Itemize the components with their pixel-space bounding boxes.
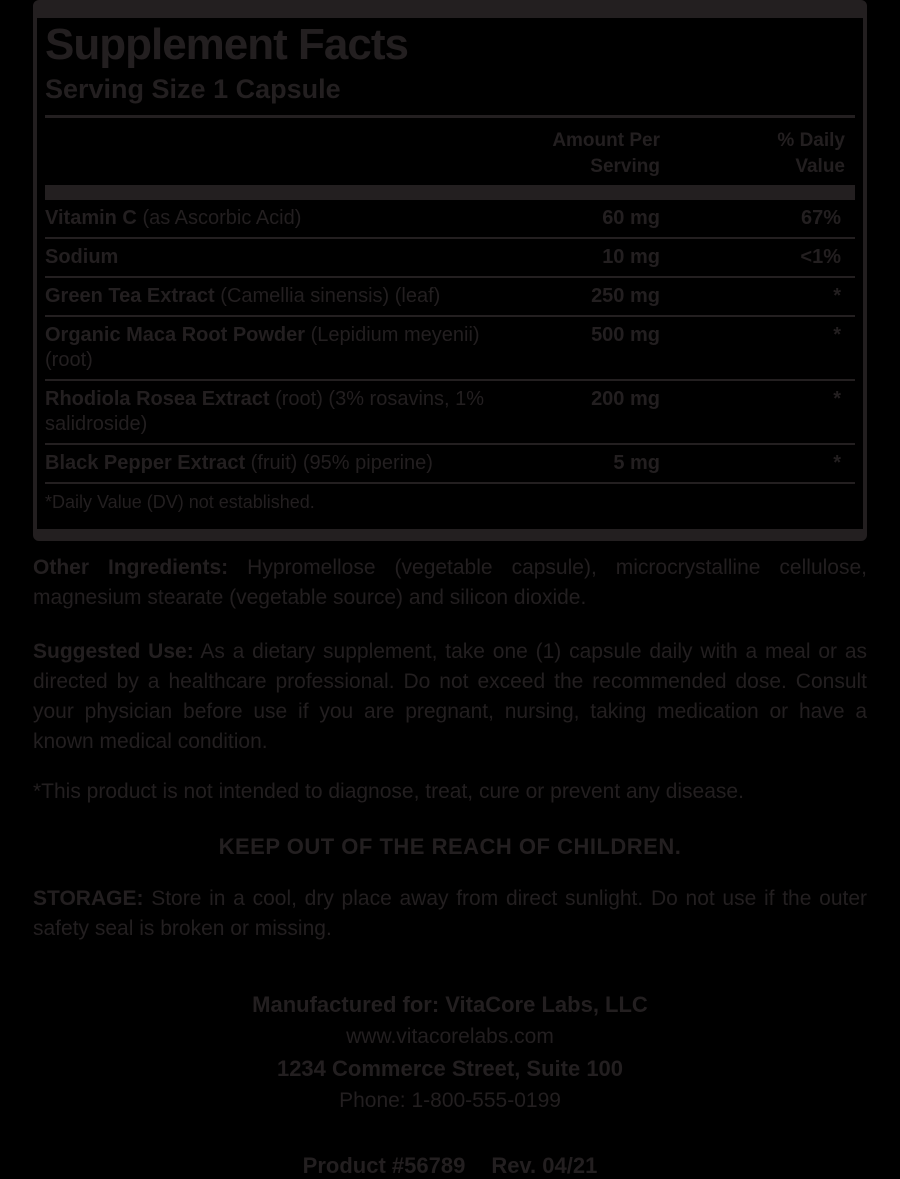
fda-disclaimer: *This product is not intended to diagnose, treat, cure or prevent any disease.	[33, 780, 744, 804]
label-lower-sections	[33, 553, 867, 1179]
ingredient-amount: 200 mg	[591, 388, 660, 411]
revision-code: Rev. 04/21	[491, 1152, 598, 1178]
ingredient-label: Black Pepper Extract (fruit) (95% piperine)	[45, 452, 433, 475]
ingredient-dv: <1%	[800, 246, 841, 269]
table-row	[45, 200, 855, 237]
distributor-address: 1234 Commerce Street, Suite 100	[276, 1056, 624, 1082]
distributor-website: www.vitacorelabs.com	[346, 1024, 554, 1048]
ingredient-dv: *	[833, 324, 841, 347]
ingredient-dv: 67%	[800, 207, 841, 230]
distributor-name: Manufactured for: VitaCore Labs, LLC	[252, 991, 648, 1017]
ingredient-label: Organic Maca Root Powder (Lepidium meyenii) (root)	[45, 324, 480, 372]
serving-size-line: Serving Size 1 Capsule	[45, 74, 341, 105]
dv-footnote: *Daily Value (DV) not established.	[45, 492, 315, 513]
ingredient-label: Green Tea Extract (Camellia sinensis) (leaf)	[45, 285, 441, 308]
other-ingredients-lead: Other Ingredients:	[33, 556, 229, 580]
suggested-use-text: As a dietary supplement, take one (1) capsule daily with a meal or as directed by a healthcare professional. Do not exceed the recommended dose. Consult your physician before use if you are pregnant, nursing, taking medication or have a known medical condition.	[33, 640, 867, 753]
storage-lead: STORAGE:	[33, 887, 144, 911]
distributor-block	[33, 988, 867, 1117]
ingredient-dv: *	[833, 388, 841, 411]
table-row	[45, 317, 855, 379]
column-header-row	[45, 118, 855, 185]
daily-value-header-col	[660, 128, 855, 179]
ingredient-amount: 500 mg	[591, 324, 660, 347]
other-ingredients	[33, 553, 867, 613]
ingredient-dv: *	[833, 285, 841, 308]
product-revision-line	[33, 1153, 867, 1179]
supplement-facts-panel	[33, 0, 867, 541]
ingredient-amount: 10 mg	[602, 246, 660, 269]
ingredient-dv: *	[833, 452, 841, 475]
suggested-use	[33, 637, 867, 756]
distributor-phone: Phone: 1-800-555-0199	[339, 1089, 561, 1113]
keep-out-of-reach-line: KEEP OUT OF THE REACH OF CHILDREN.	[218, 834, 682, 860]
ingredient-label: Vitamin C (as Ascorbic Acid)	[45, 207, 302, 230]
other-ingredients-text: Hypromellose (vegetable capsule), microcrystalline cellulose, magnesium stearate (vegetable source) and silicon dioxide.	[33, 556, 867, 610]
ingredient-amount: 250 mg	[591, 285, 660, 308]
daily-value-header: % Daily Value	[777, 130, 845, 177]
ingredient-amount: 60 mg	[602, 207, 660, 230]
heavy-divider	[45, 185, 855, 200]
table-row	[45, 239, 855, 276]
ingredient-label: Rhodiola Rosea Extract (root) (3% rosavins, 1% salidroside)	[45, 388, 485, 436]
amount-per-serving-header: Amount Per Serving	[552, 130, 660, 177]
ingredient-label: Sodium	[45, 246, 119, 269]
suggested-use-lead: Suggested Use:	[33, 640, 194, 664]
product-code: Product #56789	[302, 1152, 466, 1178]
table-row	[45, 278, 855, 315]
table-row	[45, 445, 855, 482]
table-row	[45, 381, 855, 443]
storage-text: Store in a cool, dry place away from direct sunlight. Do not use if the outer safety seal is broken or missing.	[33, 887, 868, 941]
panel-title: Supplement Facts	[45, 20, 408, 69]
storage-instructions	[33, 884, 867, 944]
ingredient-amount: 5 mg	[613, 452, 660, 475]
